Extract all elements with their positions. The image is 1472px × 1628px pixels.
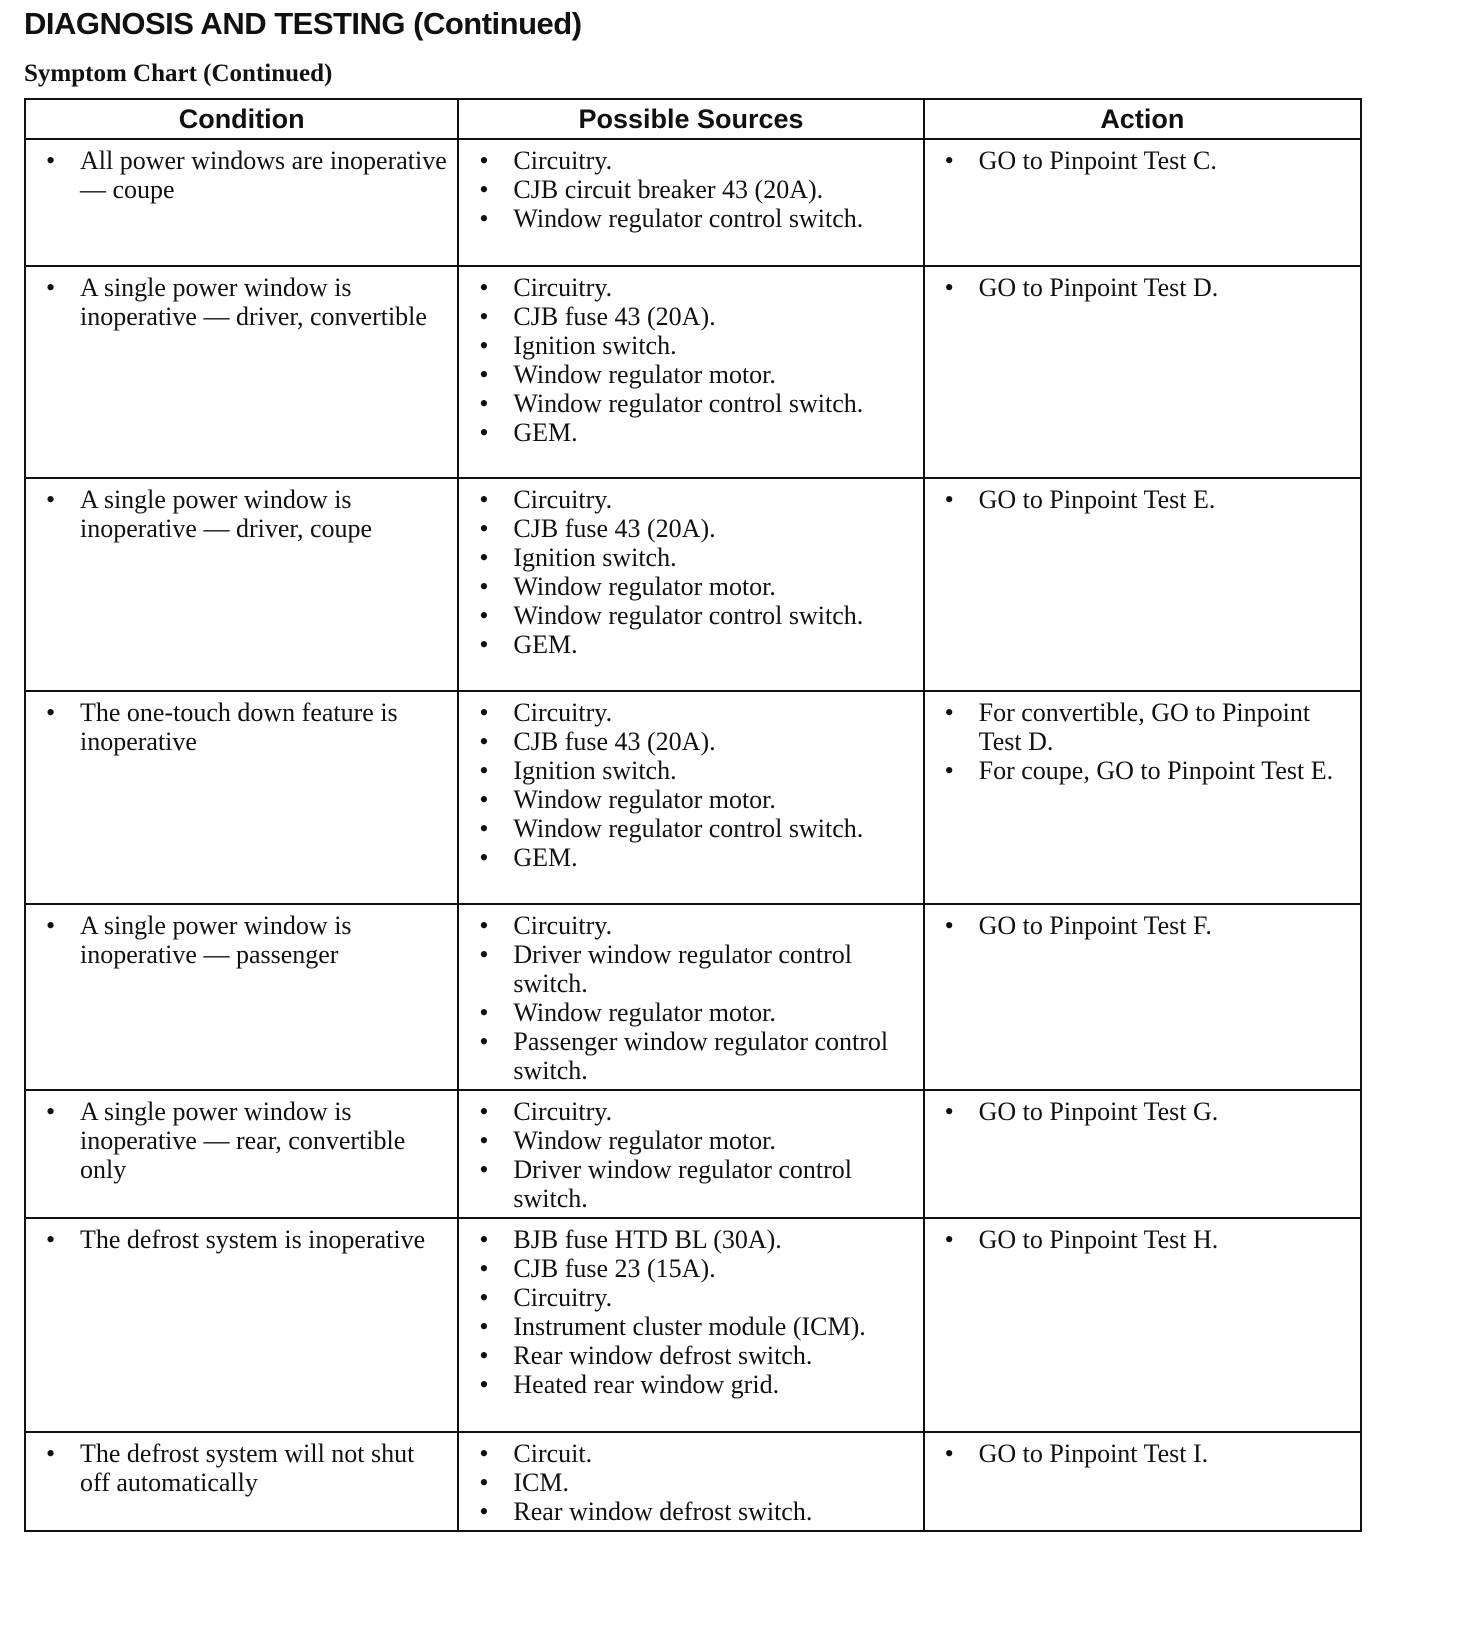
bullet-list (933, 146, 1352, 175)
action-cell (924, 1218, 1361, 1432)
table-row (25, 266, 1361, 478)
list-item: • GEM. (467, 418, 914, 447)
action-cell (924, 478, 1361, 691)
bullet-list (933, 1225, 1352, 1254)
possible-sources-cell (458, 1090, 923, 1218)
table-row (25, 139, 1361, 266)
list-item: • Window regulator motor. (467, 998, 914, 1027)
list-item: • Window regulator control switch. (467, 601, 914, 630)
list-item: • For convertible, GO to Pinpoint Test D. (933, 698, 1352, 756)
section-subtitle: Symptom Chart (Continued) (24, 60, 333, 87)
list-item: • Window regulator motor. (467, 785, 914, 814)
list-item: • For coupe, GO to Pinpoint Test E. (933, 756, 1352, 785)
condition-cell (25, 904, 458, 1090)
bullet-list (933, 1439, 1352, 1468)
bullet-list (467, 1439, 914, 1526)
list-item: • A single power window is inoperative — rear, convertible only (34, 1097, 449, 1184)
list-item: • Instrument cluster module (ICM). (467, 1312, 914, 1341)
list-item: • Heated rear window grid. (467, 1370, 914, 1399)
bullet-list (933, 273, 1352, 302)
bullet-list (467, 485, 914, 659)
bullet-list (467, 911, 914, 1085)
list-item: • The defrost system is inoperative (34, 1225, 449, 1254)
action-cell (924, 1090, 1361, 1218)
list-item: • GO to Pinpoint Test H. (933, 1225, 1352, 1254)
possible-sources-cell (458, 478, 923, 691)
list-item: • GO to Pinpoint Test I. (933, 1439, 1352, 1468)
possible-sources-cell (458, 904, 923, 1090)
table-row (25, 1218, 1361, 1432)
list-item: • Window regulator motor. (467, 572, 914, 601)
list-item: • A single power window is inoperative — driver, coupe (34, 485, 449, 543)
list-item: • Circuitry. (467, 1097, 914, 1126)
action-cell (924, 1432, 1361, 1531)
possible-sources-cell (458, 139, 923, 266)
bullet-list (34, 485, 449, 543)
condition-cell (25, 266, 458, 478)
bullet-list (933, 485, 1352, 514)
condition-cell (25, 691, 458, 904)
list-item: • A single power window is inoperative — passenger (34, 911, 449, 969)
bullet-list (34, 911, 449, 969)
list-item: • Circuitry. (467, 911, 914, 940)
table-body (25, 139, 1361, 1531)
condition-cell (25, 1432, 458, 1531)
list-item: • GEM. (467, 630, 914, 659)
header-possible-sources: Possible Sources (458, 99, 923, 139)
action-cell (924, 691, 1361, 904)
table-row (25, 478, 1361, 691)
bullet-list (933, 1097, 1352, 1126)
page-title: DIAGNOSIS AND TESTING (Continued) (24, 6, 582, 41)
list-item: • The one-touch down feature is inoperative (34, 698, 449, 756)
bullet-list (34, 1439, 449, 1497)
list-item: • Driver window regulator control switch. (467, 940, 914, 998)
list-item: • GO to Pinpoint Test G. (933, 1097, 1352, 1126)
list-item: • Passenger window regulator control switch. (467, 1027, 914, 1085)
list-item: • Circuitry. (467, 698, 914, 727)
list-item: • Circuitry. (467, 1283, 914, 1312)
list-item: • Circuitry. (467, 273, 914, 302)
bullet-list (467, 698, 914, 872)
bullet-list (467, 146, 914, 233)
condition-cell (25, 139, 458, 266)
list-item: • Window regulator control switch. (467, 389, 914, 418)
possible-sources-cell (458, 1432, 923, 1531)
list-item: • GO to Pinpoint Test F. (933, 911, 1352, 940)
list-item: • Ignition switch. (467, 543, 914, 572)
condition-cell (25, 1090, 458, 1218)
table-row (25, 904, 1361, 1090)
bullet-list (467, 273, 914, 447)
list-item: • Window regulator control switch. (467, 204, 914, 233)
condition-cell (25, 478, 458, 691)
list-item: • CJB fuse 43 (20A). (467, 727, 914, 756)
list-item: • ICM. (467, 1468, 914, 1497)
header-condition: Condition (25, 99, 458, 139)
list-item: • A single power window is inoperative — driver, convertible (34, 273, 449, 331)
list-item: • Driver window regulator control switch. (467, 1155, 914, 1213)
possible-sources-cell (458, 691, 923, 904)
list-item: • The defrost system will not shut off automatically (34, 1439, 449, 1497)
possible-sources-cell (458, 1218, 923, 1432)
action-cell (924, 904, 1361, 1090)
list-item: • BJB fuse HTD BL (30A). (467, 1225, 914, 1254)
list-item: • CJB fuse 43 (20A). (467, 514, 914, 543)
table-row (25, 1432, 1361, 1531)
bullet-list (933, 698, 1352, 785)
list-item: • Circuitry. (467, 485, 914, 514)
bullet-list (467, 1097, 914, 1213)
list-item: • GEM. (467, 843, 914, 872)
bullet-list (34, 273, 449, 331)
list-item: • Window regulator motor. (467, 1126, 914, 1155)
list-item: • Ignition switch. (467, 331, 914, 360)
list-item: • Window regulator control switch. (467, 814, 914, 843)
bullet-list (34, 1097, 449, 1184)
list-item: • GO to Pinpoint Test E. (933, 485, 1352, 514)
table-row (25, 1090, 1361, 1218)
list-item: • GO to Pinpoint Test C. (933, 146, 1352, 175)
bullet-list (34, 698, 449, 756)
list-item: • Window regulator motor. (467, 360, 914, 389)
possible-sources-cell (458, 266, 923, 478)
list-item: • Rear window defrost switch. (467, 1497, 914, 1526)
header-action: Action (924, 99, 1361, 139)
bullet-list (34, 146, 449, 204)
bullet-list (933, 911, 1352, 940)
table-row (25, 691, 1361, 904)
list-item: • GO to Pinpoint Test D. (933, 273, 1352, 302)
list-item: • Circuit. (467, 1439, 914, 1468)
list-item: • CJB fuse 43 (20A). (467, 302, 914, 331)
condition-cell (25, 1218, 458, 1432)
list-item: • CJB fuse 23 (15A). (467, 1254, 914, 1283)
table-header-row (25, 99, 1361, 139)
action-cell (924, 266, 1361, 478)
list-item: • Circuitry. (467, 146, 914, 175)
bullet-list (467, 1225, 914, 1399)
list-item: • Rear window defrost switch. (467, 1341, 914, 1370)
action-cell (924, 139, 1361, 266)
list-item: • CJB circuit breaker 43 (20A). (467, 175, 914, 204)
symptom-chart-table (24, 98, 1362, 1532)
list-item: • Ignition switch. (467, 756, 914, 785)
list-item: • All power windows are inoperative — coupe (34, 146, 449, 204)
bullet-list (34, 1225, 449, 1254)
